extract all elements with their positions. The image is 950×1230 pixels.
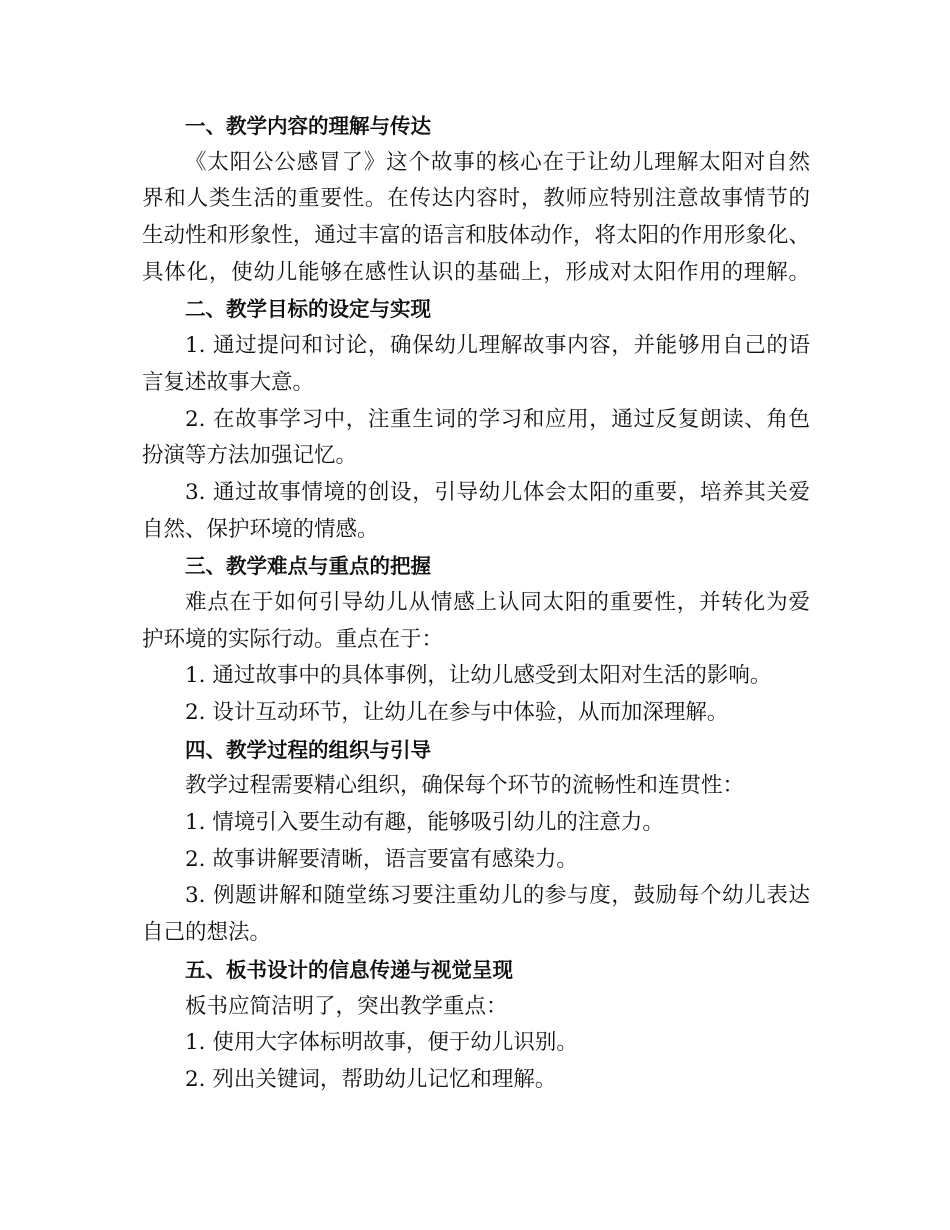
document-body <box>142 108 810 1099</box>
list-item-line: 2. 在故事学习中，注重生词的学习和应用，通过反复朗读、角色 <box>185 406 810 432</box>
paragraph-line: 护环境的实际行动。重点在于： <box>142 626 444 652</box>
section-heading-2: 二、教学目标的设定与实现 <box>185 297 431 322</box>
paragraph-line: 教学过程需要精心组织，确保每个环节的流畅性和连贯性： <box>185 773 745 799</box>
paragraph-line: 生动性和形象性，通过丰富的语言和肢体动作，将太阳的作用形象化、 <box>142 223 810 249</box>
list-item-line: 2. 设计互动环节，让幼儿在参与中体验，从而加深理解。 <box>185 700 729 725</box>
paragraph-line: 板书应简洁明了，突出教学重点： <box>185 993 508 1019</box>
paragraph-line: 界和人类生活的重要性。在传达内容时，教师应特别注意故事情节的 <box>142 186 810 212</box>
list-item-line: 1. 通过故事中的具体事例，让幼儿感受到太阳对生活的影响。 <box>185 663 772 689</box>
list-item-line: 自然、保护环境的情感。 <box>142 516 379 542</box>
section-heading-3: 三、教学难点与重点的把握 <box>185 554 431 579</box>
list-item-line: 3. 例题讲解和随堂练习要注重幼儿的参与度，鼓励每个幼儿表达 <box>185 883 810 909</box>
list-item-line: 2. 故事讲解要清晰，语言要富有感染力。 <box>185 846 578 872</box>
section-heading-1: 一、教学内容的理解与传达 <box>185 114 431 138</box>
list-item-line: 言复述故事大意。 <box>142 369 315 395</box>
list-item-line: 1. 情境引入要生动有趣，能够吸引幼儿的注意力。 <box>185 810 664 836</box>
paragraph-line: 难点在于如何引导幼儿从情感上认同太阳的重要性，并转化为爱 <box>185 589 810 615</box>
list-item-line: 自己的想法。 <box>142 920 272 946</box>
section-heading-5: 五、板书设计的信息传递与视觉呈现 <box>185 957 513 982</box>
list-item-line: 2. 列出关键词，帮助幼儿记忆和理解。 <box>185 1066 557 1092</box>
list-item-line: 扮演等方法加强记忆。 <box>142 443 358 469</box>
paragraph-line: 具体化，使幼儿能够在感性认识的基础上，形成对太阳作用的理解。 <box>142 259 810 285</box>
list-item-line: 3. 通过故事情境的创设，引导幼儿体会太阳的重要，培养其关爱 <box>185 479 810 505</box>
list-item-line: 1. 使用大字体标明故事，便于幼儿识别。 <box>185 1030 578 1056</box>
section-heading-4: 四、教学过程的组织与引导 <box>185 737 431 762</box>
paragraph-line: 《太阳公公感冒了》这个故事的核心在于让幼儿理解太阳对自然 <box>185 149 810 175</box>
list-item-line: 1. 通过提问和讨论，确保幼儿理解故事内容，并能够用自己的语 <box>185 333 810 359</box>
